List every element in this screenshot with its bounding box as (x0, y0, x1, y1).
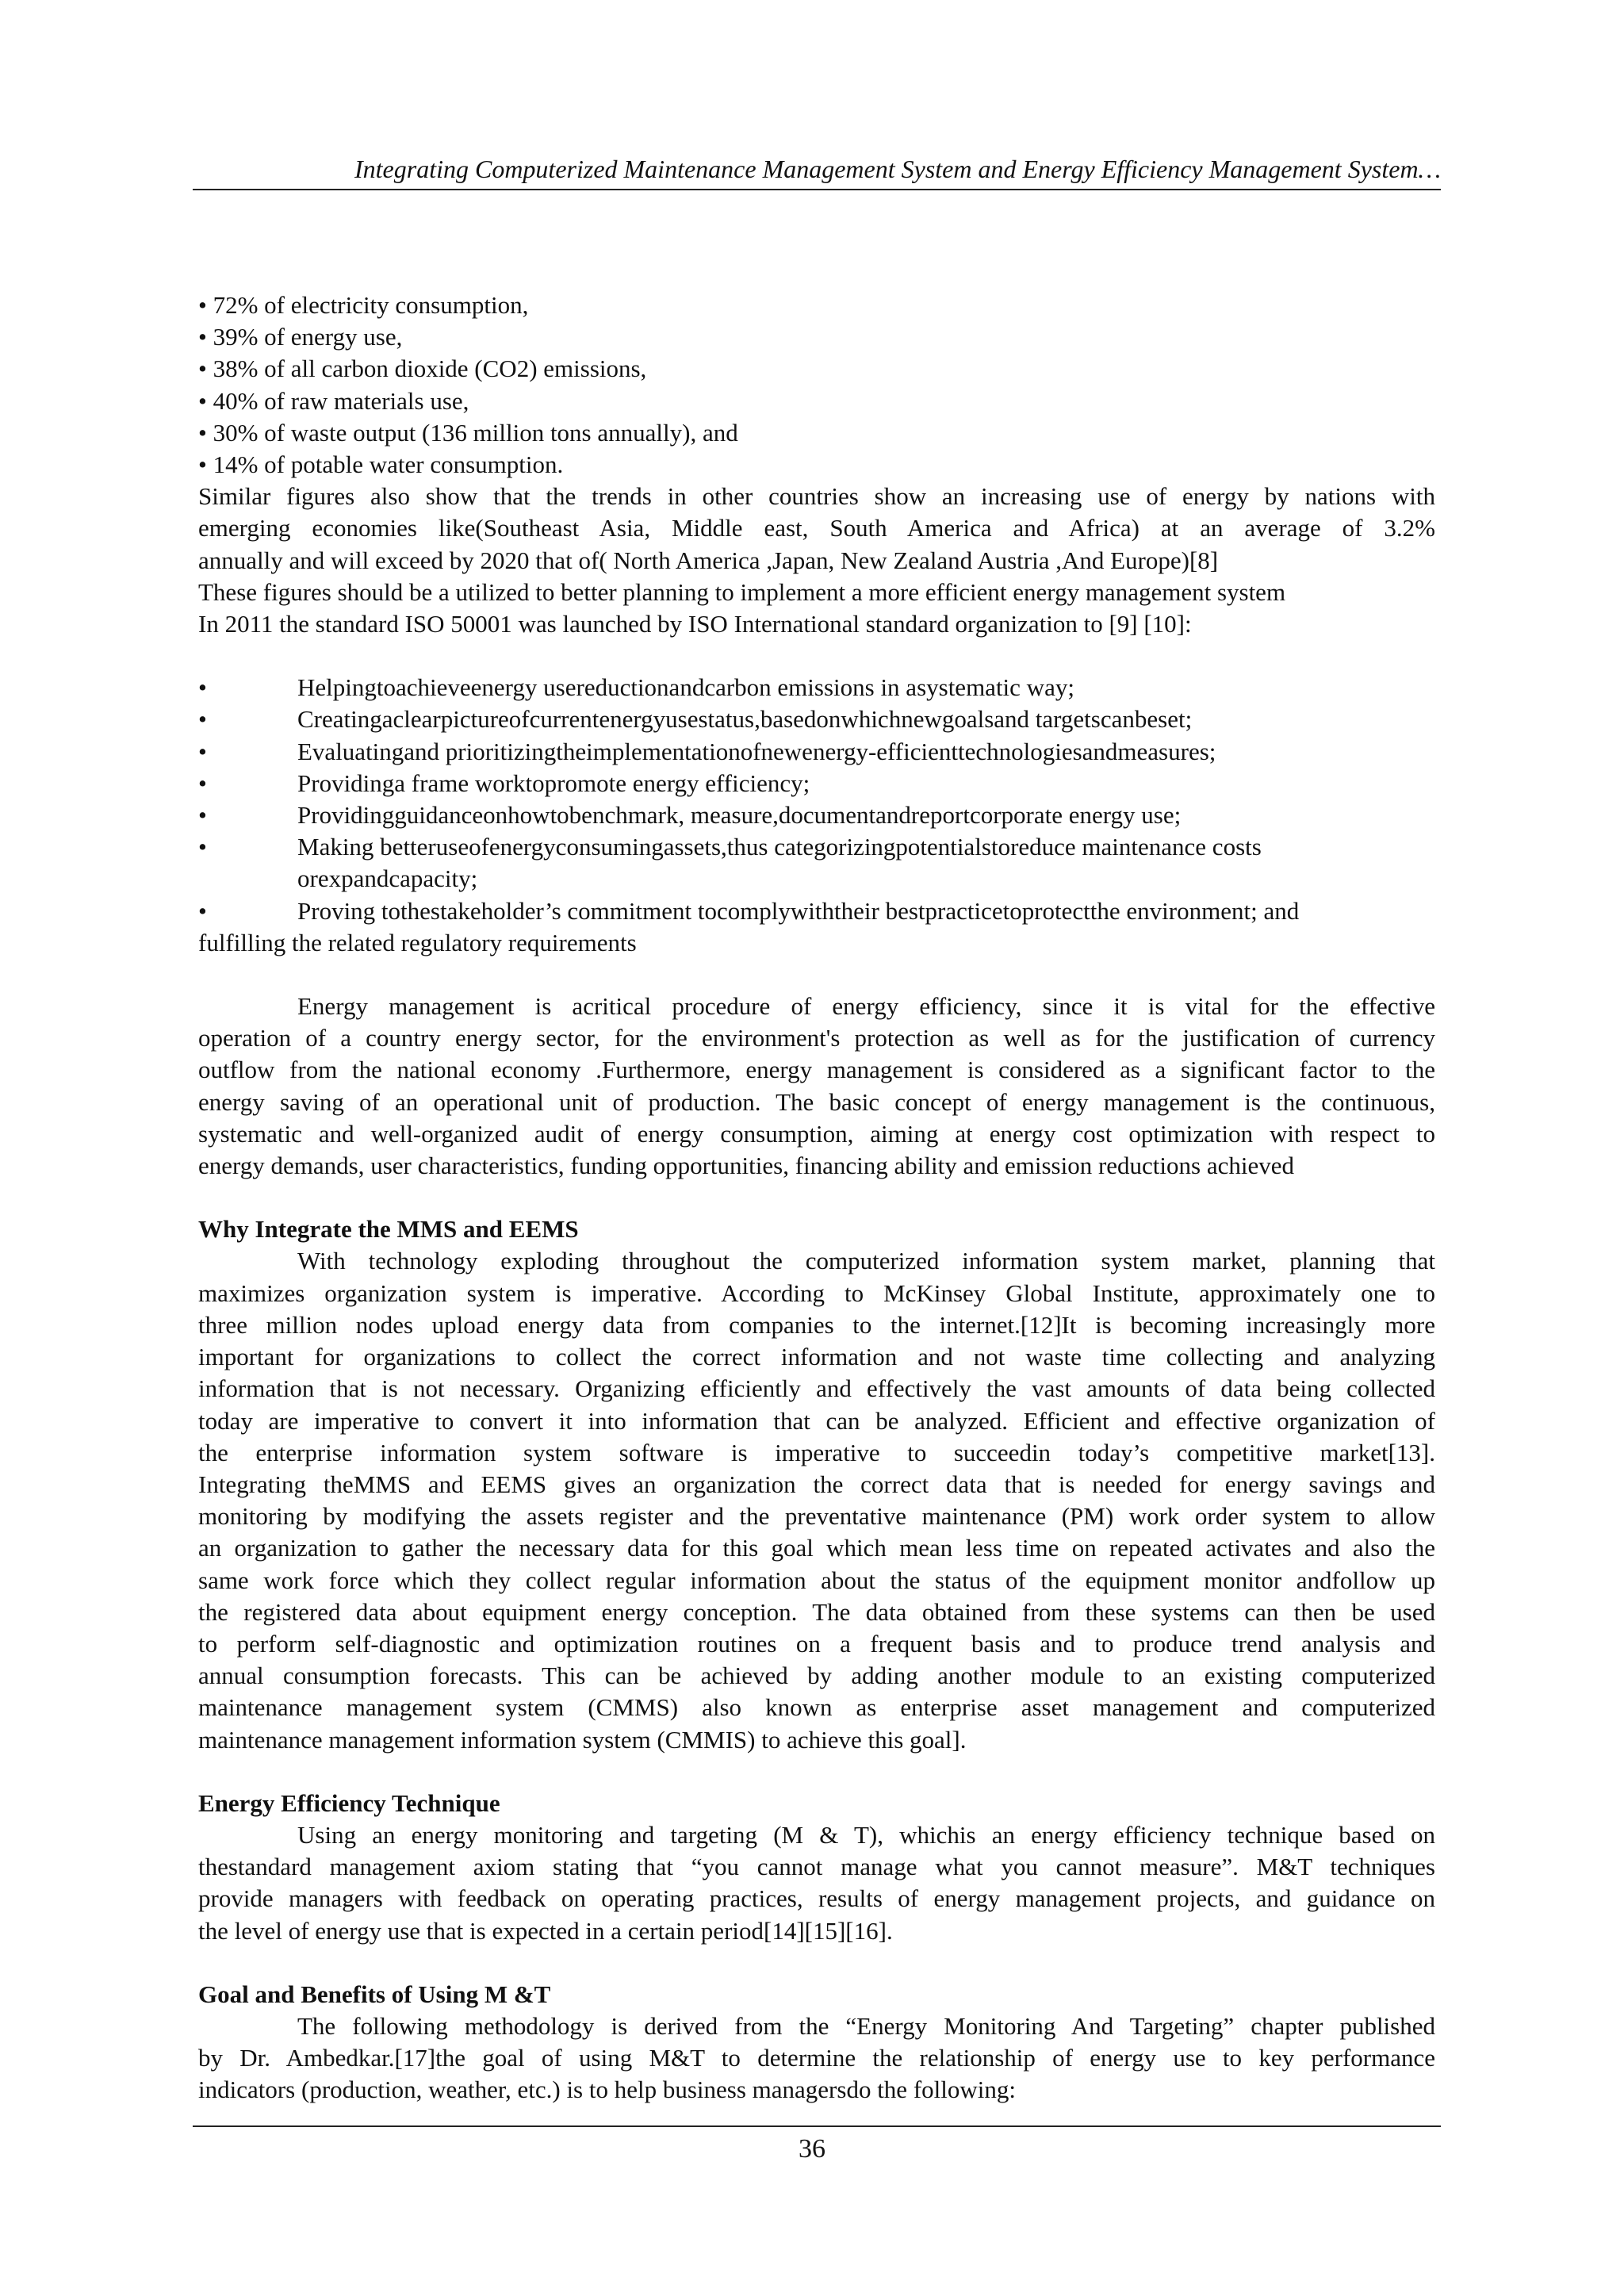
paragraph-line: annual consumption forecasts. This can be achieved by adding another module to an existing computerized (198, 1662, 1435, 1690)
iso-bullet-item (198, 672, 1435, 703)
paragraph-line: provide managers with feedback on operating practices, results of energy management projects, and guidance on (198, 1884, 1435, 1913)
paragraph-trends (198, 481, 1435, 640)
paragraph-line: important for organizations to collect the correct information and not waste time collecting and analyzing (198, 1343, 1435, 1371)
stats-item: • 39% of energy use, (198, 323, 403, 351)
paragraph-line: outflow from the national economy .Furthermore, energy management is considered as a significant factor to the (198, 1056, 1435, 1084)
paragraph-line: maintenance management information system (CMMIS) to achieve this goal]. (198, 1725, 967, 1754)
paragraph-line: an organization to gather the necessary data for this goal which mean less time on repeated activates and also the (198, 1534, 1435, 1562)
iso-bullet-item (198, 703, 1435, 735)
page-number: 36 (799, 2134, 825, 2164)
paragraph-line: emerging economies like(Southeast Asia, Middle east, South America and Africa) at an average of 3.2% (198, 514, 1435, 542)
paragraph-line: energy saving of an operational unit of production. The basic concept of energy management is the continuous, (198, 1087, 1435, 1116)
paragraph-line: information that is not necessary. Organizing efficiently and effectively the vast amounts of data being collected (198, 1374, 1435, 1403)
paragraph-line: the level of energy use that is expected in a certain period[14][15][16]. (198, 1916, 893, 1945)
bullet-text: Helpingtoachieveenergy usereductionandcarbon emissions in asystematic way; (297, 673, 1074, 702)
paragraph-line: annually and will exceed by 2020 that of( North America ,Japan, New Zealand Austria ,And Europe)[8] (198, 546, 1219, 574)
paragraph-line: to perform self-diagnostic and optimization routines on a frequent basis and to produce trend analysis and (198, 1629, 1435, 1658)
running-head: Integrating Computerized Maintenance Management System and Energy Efficiency Management System… (354, 155, 1441, 183)
bullet-marker: • (198, 737, 207, 765)
paragraph-line: Integrating theMMS and EEMS gives an organization the correct data that is needed for energy savings and (198, 1470, 1435, 1498)
stats-list (198, 289, 1435, 481)
bullet-marker: • (198, 769, 207, 797)
paragraph-line: With technology exploding throughout the computerized information system market, planning that (297, 1247, 1435, 1275)
paragraph-line: indicators (production, weather, etc.) is to help business managersdo the following: (198, 2076, 1016, 2104)
bullet-text: Providinga frame worktopromote energy efficiency; (297, 769, 810, 797)
iso-bullet-item (198, 736, 1435, 768)
body-text (198, 289, 1435, 2106)
paragraph-line: today are imperative to convert it into information that can be analyzed. Efficient and effective organization of (198, 1406, 1435, 1435)
paragraph-energy-management (198, 991, 1435, 1182)
paragraph-line: maximizes organization system is imperative. According to McKinsey Global Institute, approximately one to (198, 1278, 1435, 1307)
bullet-marker: • (198, 673, 207, 702)
bullet-marker: • (198, 833, 207, 861)
paragraph-line: same work force which they collect regular information about the status of the equipment monitor andfollow up (198, 1566, 1435, 1594)
paragraph-line: systematic and well-organized audit of energy consumption, aiming at energy cost optimization with respect to (198, 1119, 1435, 1148)
bullet-text-continued: orexpandcapacity; (297, 864, 478, 893)
paragraph-line: Similar figures also show that the trends in other countries show an increasing use of energy by nations with (198, 482, 1435, 511)
paragraph-line: Using an energy monitoring and targeting (M & T), whichis an energy efficiency technique based on (297, 1820, 1435, 1849)
paragraph-line: The following methodology is derived from the “Energy Monitoring And Targeting” chapter published (297, 2011, 1435, 2040)
stats-item: • 40% of raw materials use, (198, 386, 469, 415)
bullet-marker: • (198, 896, 207, 925)
paragraph-line: energy demands, user characteristics, funding opportunities, financing ability and emission reductions achieved (198, 1152, 1294, 1180)
paragraph-line: thestandard management axiom stating that “you cannot manage what you cannot measure”. M&T techniques (198, 1853, 1435, 1881)
bullet-text: Evaluatingand prioritizingtheimplementationofnewenergy-efficienttechnologiesandmeasures; (297, 737, 1216, 765)
paragraph-line: In 2011 the standard ISO 50001 was launched by ISO International standard organization to [9] [10]: (198, 610, 1192, 638)
bullet-text: Providingguidanceonhowtobenchmark, measure,documentandreportcorporate energy use; (297, 801, 1182, 830)
paragraph-line: the enterprise information system software is imperative to succeedin today’s competitive market[13]. (198, 1438, 1435, 1466)
iso-bullet-item (198, 768, 1435, 799)
bullet-marker: • (198, 705, 207, 734)
stats-item: • 30% of waste output (136 million tons annually), and (198, 418, 738, 447)
footer-rule (193, 2125, 1441, 2127)
stats-item: • 14% of potable water consumption. (198, 450, 564, 479)
stats-item: • 72% of electricity consumption, (198, 291, 529, 319)
iso-bullet-item (198, 831, 1435, 863)
header-rule (193, 189, 1441, 190)
section-heading: Goal and Benefits of Using M &T (198, 1980, 551, 2008)
bullet-marker: • (198, 801, 207, 830)
iso-bullet-item (198, 799, 1435, 831)
section-heading: Why Integrate the MMS and EEMS (198, 1215, 579, 1244)
paragraph-line: These figures should be a utilized to better planning to implement a more efficient energy management system (198, 577, 1286, 606)
paragraph-line: by Dr. Ambedkar.[17]the goal of using M&T to determine the relationship of energy use to key performance (198, 2044, 1435, 2072)
section-why-integrate (198, 1213, 1435, 1755)
section-heading: Energy Efficiency Technique (198, 1788, 500, 1817)
section-goal-benefits (198, 1979, 1435, 2106)
paragraph-line: three million nodes upload energy data from companies to the internet.[12]It is becoming increasingly more (198, 1310, 1435, 1339)
paragraph-line: Energy management is acritical procedure of energy efficiency, since it is vital for the effective (297, 992, 1435, 1021)
paragraph-line: operation of a country energy sector, for the environment's protection as well as for the justification of currency (198, 1024, 1435, 1052)
iso-bullet-list (198, 672, 1435, 959)
paragraph-line: monitoring by modifying the assets register and the preventative maintenance (PM) work order system to allow (198, 1502, 1435, 1531)
bullet-text: Creatingaclearpictureofcurrentenergyusestatus,basedonwhichnewgoalsand targetscanbeset; (297, 705, 1193, 734)
bullet-text: Proving tothestakeholder’s commitment tocomplywiththeir bestpracticetoprotectthe environment; and (297, 896, 1300, 925)
bullet-tail: fulfilling the related regulatory requirements (198, 928, 637, 956)
stats-item: • 38% of all carbon dioxide (CO2) emissions, (198, 355, 647, 383)
paragraph-line: the registered data about equipment energy conception. The data obtained from these systems can then be used (198, 1597, 1435, 1626)
section-energy-efficiency (198, 1788, 1435, 1947)
paragraph-line: maintenance management system (CMMS) also known as enterprise asset management and computerized (198, 1693, 1435, 1722)
bullet-text: Making betteruseofenergyconsumingassets,thus categorizingpotentialstoreduce maintenance costs (297, 833, 1262, 861)
iso-bullet-item (198, 895, 1435, 927)
